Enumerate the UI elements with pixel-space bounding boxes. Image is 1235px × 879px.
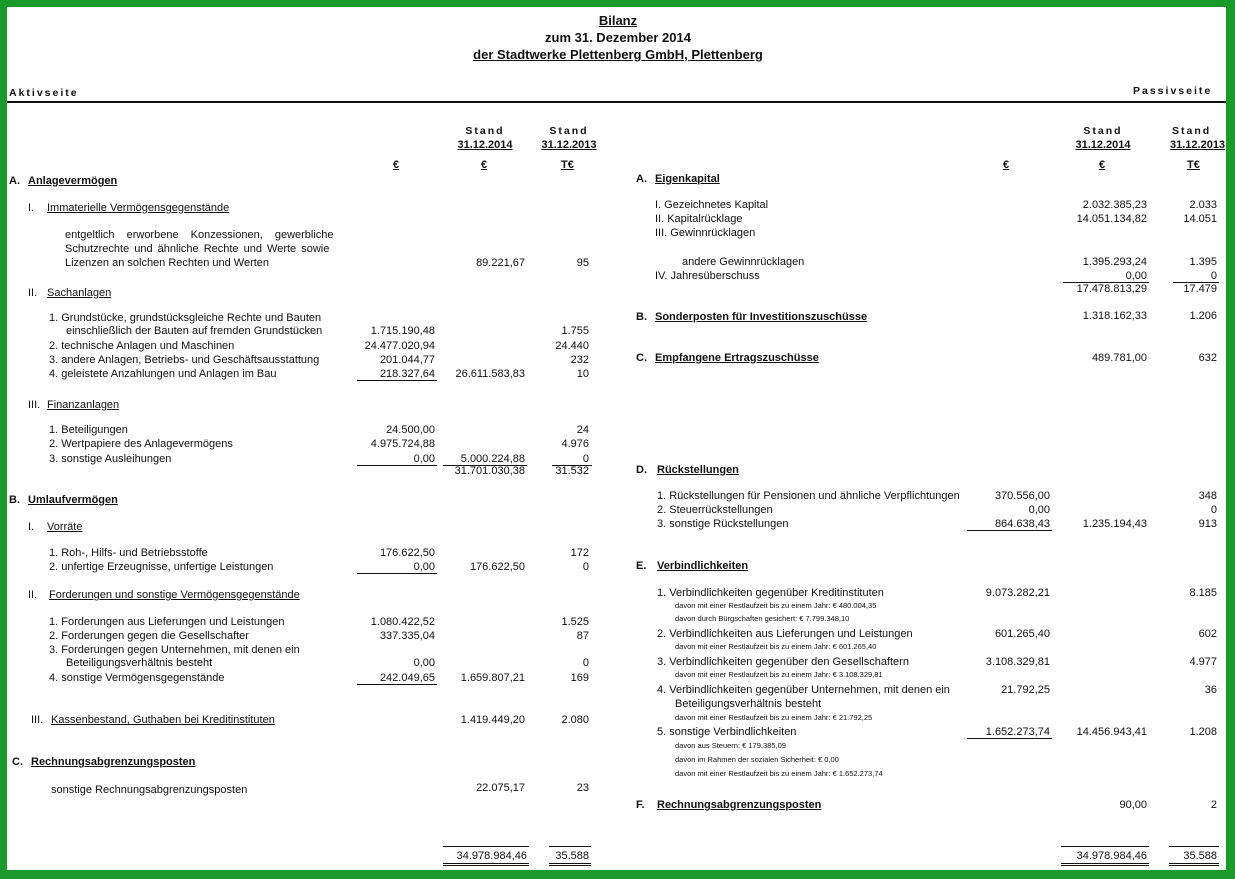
vb-1-eur: 9.073.282,21 [985, 587, 1050, 599]
liab-c-title: Empfangene Ertragszuschüsse [655, 352, 819, 364]
title-line1: Bilanz [598, 13, 638, 28]
anlage-total-teur: 31.532 [555, 465, 589, 477]
liab-a-label: A. [636, 173, 647, 185]
assets-b-iii-title: Kassenbestand, Guthaben bei Kreditinstituten [51, 714, 275, 726]
ek-2: II. Kapitalrücklage [655, 213, 743, 225]
vor-2: 2. unfertige Erzeugnisse, unfertige Leistungen [49, 561, 274, 573]
sach-3-eur: 201.044,77 [379, 354, 435, 366]
rst-2-t: 0 [1210, 504, 1217, 516]
liab-e-title: Verbindlichkeiten [657, 560, 749, 572]
rst-1: 1. Rückstellungen für Pensionen und ähnliche Verpflichtungen [657, 490, 960, 502]
liab-d-title: Rückstellungen [657, 464, 739, 476]
ford-3b: Beteiligungsverhältnis besteht [66, 657, 213, 669]
col-teur: T€ [561, 159, 574, 171]
rst-sum: 1.235.194,43 [1082, 518, 1147, 530]
header-rule [7, 101, 1226, 103]
ford-2-eur: 337.335,04 [379, 630, 435, 642]
assets-b-iii-label: III. [31, 714, 44, 726]
ek-1: I. Gezeichnetes Kapital [655, 199, 769, 211]
assets-b-label: B. [9, 494, 20, 506]
assets-a-ii-title: Sachanlagen [47, 287, 112, 299]
vb-3-t: 4.977 [1189, 656, 1217, 668]
ford-sum: 1.659.807,21 [460, 672, 525, 684]
assets-b-i-label: I. [28, 521, 35, 533]
assets-a-title: Anlagevermögen [28, 175, 118, 187]
ford-4-eur: 242.049,65 [379, 672, 435, 684]
title-line2: zum 31. Dezember 2014 [545, 30, 691, 45]
liab-total-teur: 35.588 [1183, 850, 1217, 862]
liab-c-label: C. [636, 352, 647, 364]
ford-1-teur: 1.525 [561, 616, 589, 628]
liab-total-underline-1 [1061, 863, 1149, 864]
ford-2-teur: 87 [576, 630, 589, 642]
fin-sum: 5.000.224,88 [460, 453, 525, 465]
vb-1-note1: davon mit einer Restlaufzeit bis zu einem Jahr: € 480.004,35 [675, 601, 877, 610]
assets-total: 34.978.984,46 [456, 850, 527, 862]
col-date-2014: 31.12.2014 [457, 139, 513, 151]
rst-1-t: 348 [1198, 490, 1217, 502]
sach-1-eur: 1.715.190,48 [370, 325, 435, 337]
ek-1-t: 2.033 [1189, 199, 1217, 211]
intangibles-text-1: entgeltlich erworbene Konzessionen, gewerbliche [65, 229, 334, 241]
vb-sum: 14.456.943,41 [1076, 726, 1147, 738]
ek-4: IV. Jahresüberschuss [655, 270, 760, 282]
ek-4-t: 0 [1210, 270, 1217, 282]
liab-d-label: D. [636, 464, 647, 476]
kasse-2013: 2.080 [561, 714, 589, 726]
ford-3-eur: 0,00 [413, 657, 435, 669]
aktivseite-label: Aktivseite [9, 87, 79, 99]
vb-4b: Beteiligungsverhältnis besteht [675, 698, 822, 710]
sach-4-teur: 10 [576, 368, 589, 380]
rap-2014: 22.075,17 [476, 782, 525, 794]
vor-1: 1. Roh-, Hilfs- und Betriebsstoffe [49, 547, 208, 559]
sach-4: 4. geleistete Anzahlungen und Anlagen im Bau [49, 368, 277, 380]
liab-total: 34.978.984,46 [1076, 850, 1147, 862]
col-date-2013-right: 31.12.2013 [1170, 139, 1226, 151]
vb-2: 2. Verbindlichkeiten aus Lieferungen und Leistungen [657, 628, 913, 640]
ek-3a-v: 1.395.293,24 [1082, 256, 1147, 268]
rst-3-eur: 864.638,43 [994, 518, 1050, 530]
assets-b-ii-title: Forderungen und sonstige Vermögensgegenstände [49, 589, 300, 601]
assets-c-label: C. [12, 756, 23, 768]
rst-2-eur: 0,00 [1028, 504, 1050, 516]
liab-f-label: F. [636, 799, 645, 811]
fin-2-eur: 4.975.724,88 [370, 438, 435, 450]
assets-a-ii-label: II. [28, 287, 38, 299]
assets-a-label: A. [9, 175, 20, 187]
col-stand-2013: Stand [549, 125, 589, 137]
assets-a-iii-title: Finanzanlagen [47, 399, 120, 411]
vor-2-underline [357, 573, 437, 574]
col-teur-right: T€ [1187, 159, 1200, 171]
liab-total-t-underline-1 [1169, 863, 1219, 864]
assets-total-t-underline-1 [549, 863, 591, 864]
assets-total-underline-2 [443, 865, 529, 866]
ford-4-teur: 169 [570, 672, 589, 684]
assets-b-ii-label: II. [28, 589, 38, 601]
fin-1-eur: 24.500,00 [386, 424, 435, 436]
sach-4-eur: 218.327,64 [379, 368, 435, 380]
assets-total-teur: 35.588 [555, 850, 589, 862]
assets-b-title: Umlaufvermögen [28, 494, 118, 506]
assets-a-i-label: I. [28, 202, 35, 214]
anlage-total: 31.701.030,38 [454, 465, 525, 477]
ford-2: 2. Forderungen gegen die Gesellschafter [49, 630, 249, 642]
ford-1-eur: 1.080.422,52 [370, 616, 435, 628]
col-date-2014-right: 31.12.2014 [1075, 139, 1131, 151]
col-eur-right-1: € [1003, 159, 1010, 171]
liab-total-overline [1061, 846, 1149, 847]
vb-4a: 4. Verbindlichkeiten gegenüber Unternehmen, mit denen ein [657, 684, 950, 696]
assets-c-title: Rechnungsabgrenzungsposten [31, 756, 196, 768]
ford-1: 1. Forderungen aus Lieferungen und Leistungen [49, 616, 285, 628]
intangibles-text-3: Lizenzen an solchen Rechten und Werten [65, 257, 270, 269]
ek-3a-t: 1.395 [1189, 256, 1217, 268]
fin-3-underline [357, 465, 437, 466]
vb-5: 5. sonstige Verbindlichkeiten [657, 726, 797, 738]
vb-4-eur: 21.792,25 [1001, 684, 1050, 696]
sach-sum: 26.611.583,83 [455, 368, 525, 380]
assets-total-t-overline [549, 846, 591, 847]
liab-f-t: 2 [1210, 799, 1217, 811]
ek-sum-t: 17.479 [1183, 283, 1217, 295]
ek-3: III. Gewinnrücklagen [655, 227, 756, 239]
col-stand-2014-right: Stand [1083, 125, 1123, 137]
vb-5-eur: 1.652.273,74 [985, 726, 1050, 738]
vb-3: 3. Verbindlichkeiten gegenüber den Gesellschaftern [657, 656, 909, 668]
ek-2-v: 14.051.134,82 [1076, 213, 1147, 225]
assets-total-t-underline-2 [549, 865, 591, 866]
sach-1-teur: 1.755 [561, 325, 589, 337]
vb-4-t: 36 [1204, 684, 1217, 696]
fin-3: 3. sonstige Ausleihungen [49, 453, 172, 465]
col-stand-2013-right: Stand [1172, 125, 1212, 137]
liab-total-t-overline [1169, 846, 1219, 847]
liab-b-title: Sonderposten für Investitionszuschüsse [655, 311, 868, 323]
vb-4-note: davon mit einer Restlaufzeit bis zu einem Jahr: € 21.792,25 [675, 713, 873, 722]
liab-f-v: 90,00 [1119, 799, 1147, 811]
rst-3-underline [967, 530, 1052, 531]
sach-2-eur: 24.477.020,94 [364, 340, 435, 352]
assets-b-i-title: Vorräte [47, 521, 83, 533]
vb-5-note3: davon mit einer Restlaufzeit bis zu einem Jahr: € 1.652.273,74 [675, 769, 883, 778]
fin-3-eur: 0,00 [413, 453, 435, 465]
ford-3-teur: 0 [582, 657, 589, 669]
kasse-2014: 1.419.449,20 [460, 714, 525, 726]
liab-b-v: 1.318.162,33 [1082, 310, 1147, 322]
vb-1-note2: davon durch Bürgschaften gesichert: € 7.799.348,10 [675, 614, 850, 623]
rap-text: sonstige Rechnungsabgrenzungsposten [51, 784, 248, 796]
liab-total-underline-2 [1061, 865, 1149, 866]
intangibles-text-2: Schutzrechte und ähnliche Rechte und Werte sowie [65, 243, 330, 255]
vb-5-note2: davon im Rahmen der sozialen Sicherheit: € 0,00 [675, 755, 839, 764]
liab-c-v: 489.781,00 [1091, 352, 1147, 364]
liab-a-title: Eigenkapital [655, 173, 720, 185]
sach-3-teur: 232 [570, 354, 589, 366]
intangibles-2014: 89.221,67 [476, 257, 525, 269]
rst-1-eur: 370.556,00 [994, 490, 1050, 502]
sach-4-underline [357, 380, 437, 381]
vb-5-note1: davon aus Steuern: € 179.385,09 [675, 741, 786, 750]
rst-3-t: 913 [1198, 518, 1217, 530]
vb-5-t: 1.208 [1189, 726, 1217, 738]
vb-3-eur: 3.108.329,81 [985, 656, 1050, 668]
rst-2: 2. Steuerrückstellungen [657, 504, 773, 516]
liab-total-t-underline-2 [1169, 865, 1219, 866]
col-eur-2: € [481, 159, 488, 171]
liab-b-label: B. [636, 311, 647, 323]
sach-2-teur: 24.440 [555, 340, 589, 352]
ford-3a: 3. Forderungen gegen Unternehmen, mit denen ein [49, 644, 300, 656]
ek-2-t: 14.051 [1183, 213, 1217, 225]
sach-3: 3. andere Anlagen, Betriebs- und Geschäftsausstattung [49, 354, 320, 366]
vb-5-underline [967, 738, 1052, 739]
col-eur-1: € [393, 159, 400, 171]
fin-1: 1. Beteiligungen [49, 424, 128, 436]
balance-sheet-page [7, 7, 1226, 870]
assets-a-iii-label: III. [28, 399, 41, 411]
col-date-2013: 31.12.2013 [541, 139, 597, 151]
fin-3-teur: 0 [582, 453, 589, 465]
ek-4-v: 0,00 [1125, 270, 1147, 282]
vb-3-note: davon mit einer Restlaufzeit bis zu einem Jahr: € 3.108.329,81 [675, 670, 883, 679]
ford-4: 4. sonstige Vermögensgegenstände [49, 672, 225, 684]
passivseite-label: Passivseite [1133, 85, 1213, 97]
liab-f-title: Rechnungsabgrenzungsposten [657, 799, 822, 811]
assets-total-overline [443, 846, 529, 847]
ek-1-v: 2.032.385,23 [1082, 199, 1147, 211]
ek-3a: andere Gewinnrücklagen [682, 256, 805, 268]
title-line3: der Stadtwerke Plettenberg GmbH, Plettenberg [473, 47, 763, 62]
fin-2-teur: 4.976 [561, 438, 589, 450]
ek-sum: 17.478.813,29 [1076, 283, 1147, 295]
sach-1a: 1. Grundstücke, grundstücksgleiche Rechte und Bauten [49, 312, 322, 324]
vb-2-eur: 601.265,40 [994, 628, 1050, 640]
vor-1-teur: 172 [570, 547, 589, 559]
vb-2-note: davon mit einer Restlaufzeit bis zu einem Jahr: € 601.265,40 [675, 642, 877, 651]
vb-1: 1. Verbindlichkeiten gegenüber Kreditinstituten [657, 587, 884, 599]
vor-1-eur: 176.622,50 [379, 547, 435, 559]
vb-2-t: 602 [1198, 628, 1217, 640]
assets-total-underline-1 [443, 863, 529, 864]
intangibles-2013: 95 [576, 257, 589, 269]
liab-b-t: 1.206 [1189, 310, 1217, 322]
fin-2: 2. Wertpapiere des Anlagevermögens [49, 438, 233, 450]
liab-c-t: 632 [1198, 352, 1217, 364]
vor-sum: 176.622,50 [469, 561, 525, 573]
rap-2013: 23 [576, 782, 589, 794]
sach-2: 2. technische Anlagen und Maschinen [49, 340, 235, 352]
sach-1b: einschließlich der Bauten auf fremden Grundstücken [66, 325, 323, 337]
vor-2-teur: 0 [582, 561, 589, 573]
fin-1-teur: 24 [576, 424, 589, 436]
col-eur-right-2: € [1099, 159, 1106, 171]
rst-3: 3. sonstige Rückstellungen [657, 518, 789, 530]
vor-2-eur: 0,00 [413, 561, 435, 573]
col-stand-2014: Stand [465, 125, 505, 137]
liab-e-label: E. [636, 560, 647, 572]
vb-1-t: 8.185 [1189, 587, 1217, 599]
ford-4-underline [357, 684, 437, 685]
assets-a-i-title: Immaterielle Vermögensgegenstände [47, 202, 230, 214]
